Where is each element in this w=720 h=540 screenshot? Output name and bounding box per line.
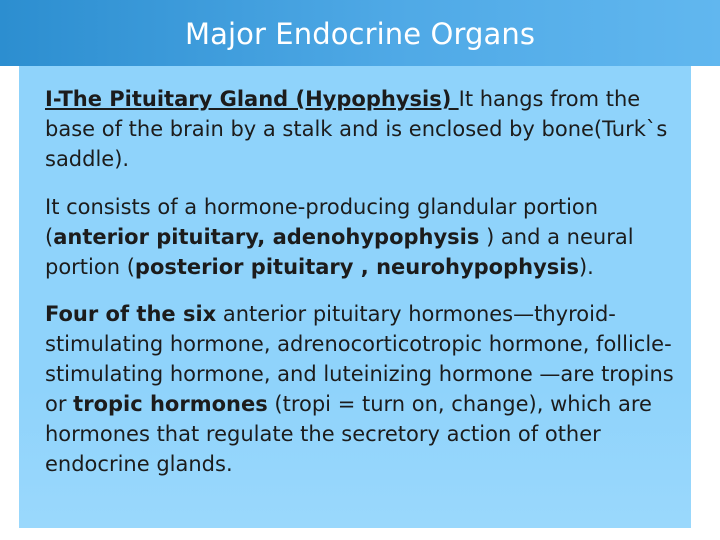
portions-text-1: It consists of a hormone-producing glandular portion ( [45, 195, 599, 249]
tropic-text-2: (tropi = turn on, change), which are hormones that regulate the secretory action of other endocrine glands. [45, 392, 652, 476]
pituitary-heading: I-The Pituitary Gland (Hypophysis) [45, 87, 459, 111]
paragraph-pituitary-portions [45, 192, 685, 282]
paragraph-tropic-hormones [45, 299, 685, 479]
posterior-pituitary-term: posterior pituitary , neurohypophysis [134, 255, 579, 279]
tropic-text-1: anterior pituitary hormones—thyroid-stimulating hormone, adrenocorticotropic hormone, follicle-stimulating hormone, and luteinizing hormone —are tropins or [45, 302, 674, 416]
tropic-hormones-term: tropic hormones [73, 392, 268, 416]
pituitary-intro-text: It hangs from the base of the brain by a stalk and is enclosed by bone(Turk`s saddle). [45, 87, 668, 171]
portions-text-2: ) and a neural portion ( [45, 225, 634, 279]
portions-text-3: ). [578, 255, 594, 279]
four-of-six-term: Four of the six [45, 302, 217, 326]
anterior-pituitary-term: anterior pituitary, adenohypophysis [53, 225, 480, 249]
slide-title: Major Endocrine Organs [184, 17, 536, 51]
paragraph-pituitary-intro [45, 84, 685, 174]
